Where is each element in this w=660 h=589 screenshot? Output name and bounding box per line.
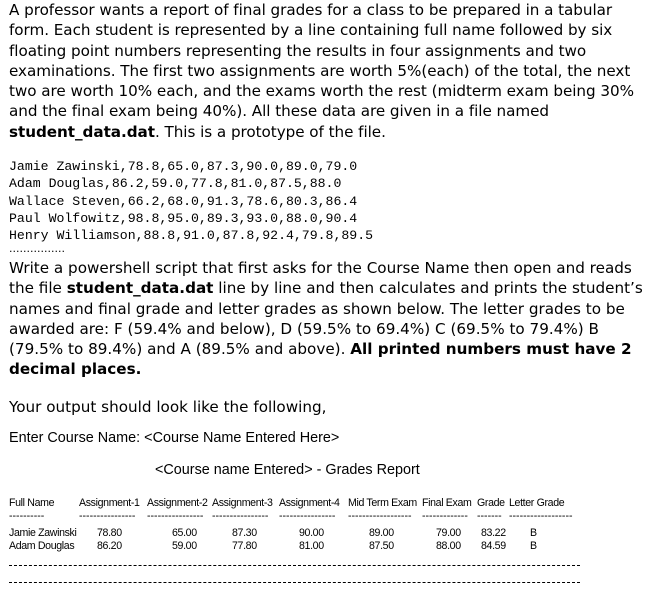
row-2-a3: 77.80 [232, 540, 257, 552]
col-header-assignment-4: Assignment-4 [279, 497, 340, 509]
row-2-letter: B [530, 540, 537, 552]
data-line: Jamie Zawinski,78.8,65.0,87.3,90.0,89.0,79.0 [9, 159, 358, 174]
data-line: Henry Williamson,88.8,91.0,87.8,92.4,79.8,89.5 [9, 228, 374, 244]
data-file-sample [9, 158, 373, 244]
row-1-a3: 87.30 [232, 527, 257, 539]
col-header-letter-grade: Letter Grade [509, 497, 565, 509]
row-2-a1: 86.20 [97, 540, 122, 552]
row-1-grade: 83.22 [481, 527, 506, 539]
ellipsis: ................ [9, 242, 65, 255]
row-2-name: Adam Douglas [9, 540, 75, 552]
col-header-midterm: Mid Term Exam [348, 497, 417, 509]
row-2-grade: 84.59 [481, 540, 506, 552]
decimal-requirement: All printed numbers must have 2 decimal places. [9, 340, 632, 379]
header-underline: ---------------- [79, 510, 136, 522]
col-header-assignment-1: Assignment-1 [79, 497, 140, 509]
row-1-a4: 90.00 [299, 527, 324, 539]
task-text-2: line by line and then calculates and prints the student’s names and final grade and letter grades as shown below. The letter grades to be awarded are: F (59.4% and below), D (59.5% to 69.4%) C (69.5% to 79.4%) B (79.5% to 89.4%) and A (89.5% and above). [9, 279, 643, 359]
row-2-final: 88.00 [436, 540, 461, 552]
col-header-grade: Grade [477, 497, 505, 509]
header-underline: ---------------- [147, 510, 204, 522]
col-header-final-exam: Final Exam [422, 497, 472, 509]
intro-text-end: . This is a prototype of the file. [154, 122, 386, 141]
row-1-name: Jamie Zawinski [9, 527, 77, 539]
col-header-full-name: Full Name [9, 497, 55, 509]
task-file-name: student_data.dat [66, 279, 214, 298]
data-line: Wallace Steven,66.2,68.0,91.3,78.6,80.3,86.4 [9, 193, 358, 209]
row-1-midterm: 89.00 [369, 527, 394, 539]
header-underline: ---------------- [212, 510, 269, 522]
data-line: Paul Wolfowitz,98.8,95.0,89.3,93.0,88.0,90.4 [9, 210, 358, 226]
row-1-a1: 78.80 [97, 527, 122, 539]
row-1-letter: B [530, 527, 537, 539]
header-underline: ---------- [9, 510, 45, 522]
intro-text: A professor wants a report of final grades for a class to be prepared in a tabular form. Each student is represented by a line containing full name followed by six floating point numbers representing the results in four assignments and two examinations. The first two assignments are worth 5%(each) of the total, the next two are worth 10% each, and the exams worth the rest (midterm exam being 30% and the final exam being 40%). All these data are given in a file named [9, 1, 634, 121]
task-description [9, 258, 654, 380]
file-name: student_data.dat [9, 122, 155, 141]
report-title: <Course name Entered> - Grades Report [155, 462, 420, 478]
dashed-separator [9, 582, 580, 583]
header-underline: ------------- [422, 510, 468, 522]
course-name-prompt: Enter Course Name: <Course Name Entered Here> [9, 430, 340, 446]
problem-intro [9, 0, 654, 142]
row-1-a2: 65.00 [172, 527, 197, 539]
output-intro: Your output should look like the following, [9, 398, 327, 416]
header-underline: ------------------ [348, 510, 412, 522]
data-line: Adam Douglas,86.2,59.0,77.8,81.0,87.5,88.0 [9, 176, 342, 192]
task-text: Write a powershell script that first asks for the Course Name then open and reads the file [9, 259, 632, 298]
col-header-assignment-3: Assignment-3 [212, 497, 273, 509]
col-header-assignment-2: Assignment-2 [147, 497, 208, 509]
header-underline: ------------------ [509, 510, 573, 522]
header-underline: ------- [477, 510, 502, 522]
row-2-a2: 59.00 [172, 540, 197, 552]
row-2-a4: 81.00 [299, 540, 324, 552]
row-2-midterm: 87.50 [369, 540, 394, 552]
row-1-final: 79.00 [436, 527, 461, 539]
dashed-separator [9, 565, 580, 566]
header-underline: ---------------- [279, 510, 336, 522]
